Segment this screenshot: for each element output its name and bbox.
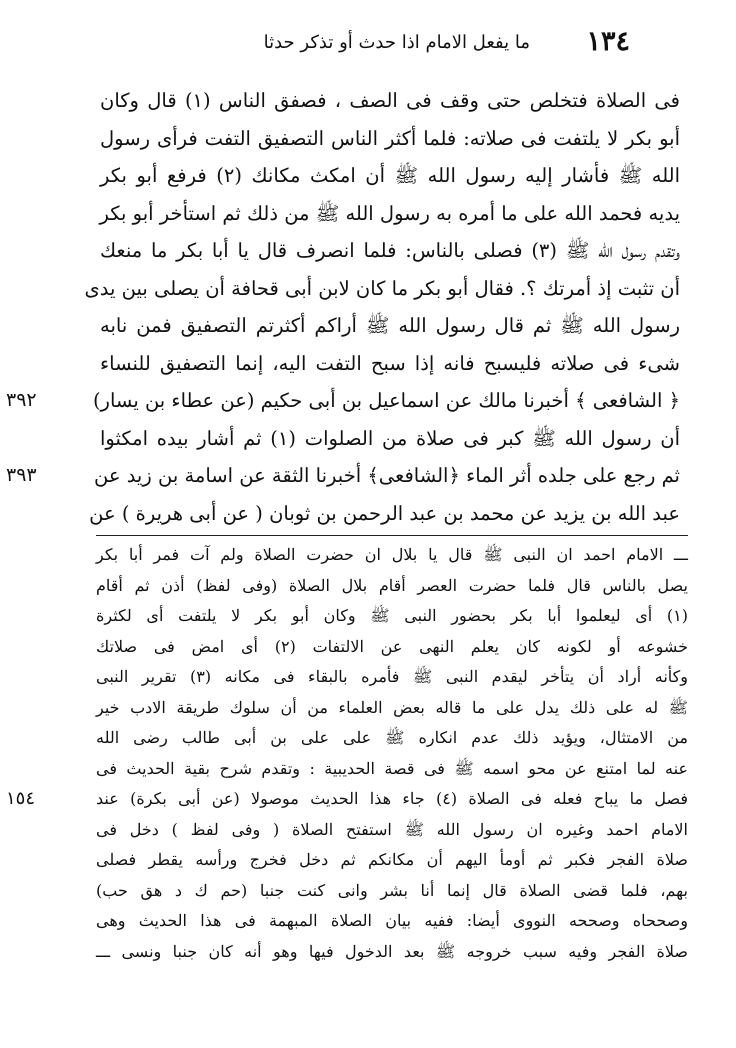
footnote-line: ـــ الامام احمد ان النبى ﷺ قال يا بلال ان حضرت الصلاة ولم آت فمر أبا بكر [96, 545, 688, 564]
text-line: شىء فى صلاته فليسبح فانه إذا سبح التفت اليه، إنما التصفيق للنساء [100, 351, 680, 375]
footnote-line: صلاة الفجر فكبر ثم أومأ اليهم أن مكانكم ثم دخل فخرج ورأسه يقطر فصلى [96, 850, 688, 869]
footnote-line: عنه لما امتنع عن محو اسمه ﷺ فى قصة الحديبية : وتقدم شرح بقية الحديث فى [96, 758, 688, 778]
text-line: أبو بكر لا يلتفت فى صلاته: فلما أكثر الناس التصفيق التفت فرأى رسول [100, 126, 680, 150]
text-line: عبد الله بن يزيد عن محمد بن عبد الرحمن بن ثوبان ( عن أبى هريرة ) عن [89, 501, 680, 525]
main-text [6, 82, 681, 532]
text-line: وتقدم رسول الله ﷺ (٣) فصلى بالناس: فلما انصرف قال يا أبا بكر ما منعك [100, 239, 680, 262]
footnote-divider [96, 535, 688, 536]
footnote-line: (١) أى ليعلموا أبا بكر بحضور النبى ﷺ وكان أبو بكر لا يلتفت أى لكثرة [96, 606, 688, 625]
footnote-line: فصل ما يباح فعله فى الصلاة (٤) جاء هذا الحديث موصولا (عن أبى بكرة) عند ١٥٤ [96, 784, 688, 815]
footnote-line: صلاة الفجر وفيه سبب خروجه ﷺ بعد الدخول فيها وهو أنه كان جنبا ونسى ـــ [96, 941, 688, 961]
footnote-line: ﷺ له على ذلك يدل على ما قاله بعض العلماء من أن سلوك طريقة الادب خير [96, 697, 688, 717]
footnotes [6, 540, 688, 967]
footnote-line: وصححاه وصححه النووى أيضا: ففيه بيان الصلاة المبهمة فى هذا الحديث وهى [96, 911, 688, 930]
footnote-line: وكأنه أراد أن يتأخر ليقدم النبى ﷺ فأمره بالبقاء فى مكانه (٣) تقرير النبى [96, 667, 688, 686]
footnote-line: الامام احمد وغيره ان رسول الله ﷺ استفتح الصلاة ( وفى لفظ ) دخل فى [96, 819, 688, 839]
page-number: ١٣٤ [586, 26, 630, 57]
footnote-line: خشوعه أو لكونه كان يعلم النهى عن الالتفات (٢) أى امض فى صلاتك [96, 636, 688, 656]
hadith-number: ٣٩٢ [6, 389, 37, 411]
text-line: فى الصلاة فتخلص حتى وقف فى الصف ، فصفق الناس (١) قال وكان [100, 89, 680, 112]
footnote-line: من الامتثال، ويؤيد ذلك عدم انكاره ﷺ على على بن أبى طالب رضى الله [96, 728, 688, 747]
text-line: يديه فحمد الله على ما أمره به رسول الله ﷺ من ذلك ثم استأخر أبو بكر [99, 201, 680, 225]
page-header [130, 26, 630, 66]
text-line: رسول الله ﷺ ثم قال رسول الله ﷺ أراكم أكثرتم التصفيق فمن نابه [100, 314, 680, 337]
text-line: الله ﷺ فأشار إليه رسول الله ﷺ أن امكث مكانك (٢) فرفع أبو بكر [100, 164, 681, 187]
text-line: ﴿ الشافعى ﴾ أخبرنا مالك عن اسماعيل بن أبى حكيم (عن عطاء بن يسار) ٣٩٢ [100, 382, 680, 420]
text-line: ثم رجع على جلده أثر الماء ﴿الشافعى﴾ أخبرنا الثقة عن اسامة بن زيد عن ٣٩٣ [100, 457, 680, 495]
text-line: أن رسول الله ﷺ كبر فى صلاة من الصلوات (١) ثم أشار بيده امكثوا [100, 426, 680, 450]
hadith-number: ٣٩٣ [6, 464, 37, 486]
running-title: ما يفعل الامام اذا حدث أو تذكر حدثا [263, 32, 530, 53]
footnote-line: بهم، فلما قضى الصلاة قال إنما أنا بشر وانى كنت جنبا (حم ك د هق حب) [96, 880, 688, 900]
note-number: ١٥٤ [6, 788, 36, 809]
footnote-line: يصل بالناس قال فلما حضرت العصر أقام بلال الصلاة (وفى لفظ) أذن ثم أقام [96, 575, 688, 595]
text-line: أن تثبت إذ أمرتك ؟. فقال أبو بكر ما كان لابن أبى قحافة أن يصلى بين يدى [84, 276, 680, 300]
